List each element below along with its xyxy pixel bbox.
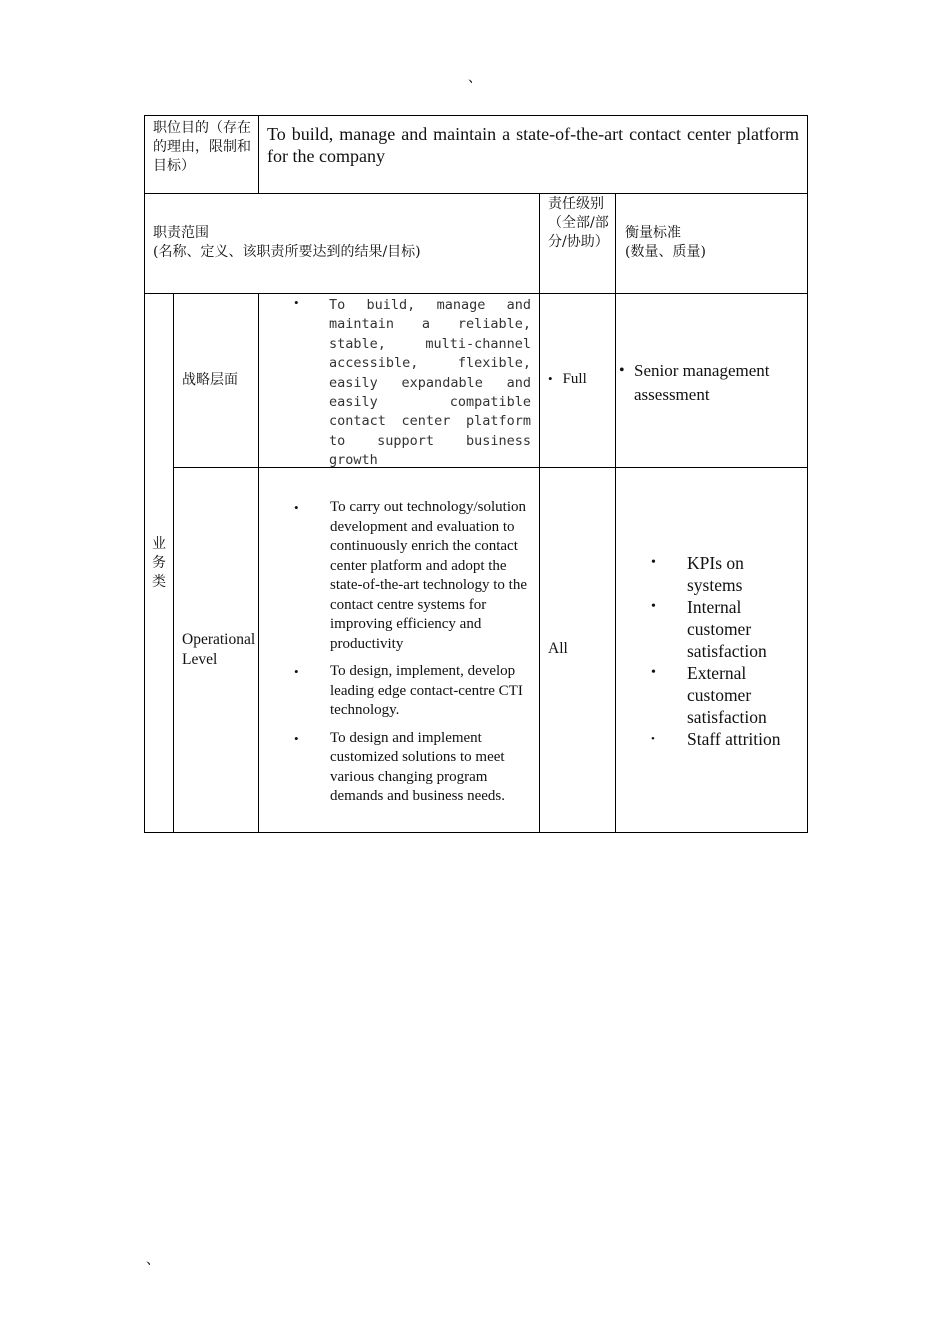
bullet-icon: • bbox=[294, 295, 299, 310]
strategic-level-value: Full bbox=[562, 371, 587, 387]
job-description-table bbox=[144, 115, 808, 833]
purpose-text: To build, manage and maintain a state-of-the-art contact center platform for the company bbox=[267, 124, 799, 166]
bullet-icon: • bbox=[619, 362, 625, 379]
strategic-area-label: 战略层面 bbox=[182, 372, 238, 388]
operational-area-label: Operational Level bbox=[182, 631, 256, 668]
level-header: 责任级别（全部/部分/协助） bbox=[548, 196, 609, 250]
bottom-mark: 、 bbox=[146, 1253, 160, 1268]
bullet-icon: • bbox=[294, 664, 299, 679]
top-mark: 、 bbox=[468, 71, 482, 86]
bullet-icon: • bbox=[294, 500, 299, 515]
strategic-measure bbox=[619, 359, 799, 407]
list-item bbox=[651, 552, 801, 596]
measure-text: Internal customer satisfaction bbox=[687, 597, 767, 661]
measure-header-title: 衡量标准 bbox=[625, 225, 681, 241]
category-char: 类 bbox=[152, 574, 166, 590]
scope-header-subtitle: (名称、定义、该职责所要达到的结果/目标) bbox=[153, 244, 421, 260]
scope-header-title: 职责范围 bbox=[153, 225, 209, 241]
bullet-icon: • bbox=[548, 371, 553, 386]
duty-text: To design and implement customized solutions to meet various changing program demands and business needs. bbox=[330, 729, 505, 804]
duty-text: To design, implement, develop leading edge contact-centre CTI technology. bbox=[330, 663, 523, 718]
strategic-duty-text: To build, manage and maintain a reliable, stable, multi-channel accessible, flexible, easily expandable and easily compatible contact center platform to support business growth bbox=[329, 297, 531, 469]
category-char: 务 bbox=[152, 555, 166, 571]
measure-text: Staff attrition bbox=[687, 729, 781, 749]
strategic-measure-text: Senior management assessment bbox=[634, 361, 770, 404]
strategic-level bbox=[548, 371, 587, 388]
measure-text: KPIs on systems bbox=[687, 553, 744, 595]
category-char: 业 bbox=[152, 536, 166, 552]
duty-text: To carry out technology/solution development and evaluation to continuously enrich the contact center platform and adopt the state-of-the-art technology to the contact centre systems for improving efficiency and productivity bbox=[330, 499, 528, 652]
bullet-icon: • bbox=[651, 733, 655, 745]
list-item bbox=[651, 728, 801, 750]
measure-header bbox=[625, 224, 795, 262]
scope-header bbox=[153, 224, 538, 262]
operational-measures-list bbox=[651, 552, 801, 750]
measure-header-subtitle: (数量、质量) bbox=[625, 244, 706, 260]
measure-text: External customer satisfaction bbox=[687, 663, 767, 727]
operational-duties-list bbox=[294, 498, 534, 815]
list-item bbox=[294, 729, 534, 807]
operational-level-value: All bbox=[548, 640, 568, 657]
bullet-icon: • bbox=[651, 599, 656, 614]
list-item bbox=[294, 662, 534, 721]
category-label bbox=[144, 535, 174, 592]
bullet-icon: • bbox=[651, 665, 656, 680]
bullet-icon: • bbox=[651, 555, 656, 570]
list-item bbox=[651, 596, 801, 662]
list-item bbox=[294, 498, 534, 654]
purpose-label: 职位目的（存在的理由，限制和目标） bbox=[153, 120, 251, 174]
list-item bbox=[651, 662, 801, 728]
bullet-icon: • bbox=[294, 730, 299, 746]
